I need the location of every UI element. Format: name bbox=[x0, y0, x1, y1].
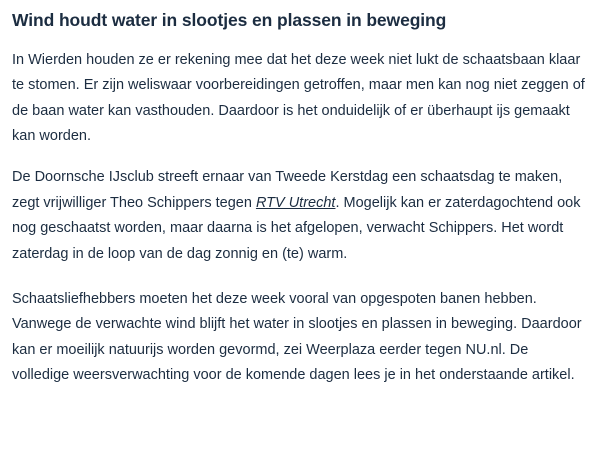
article-paragraph-2 bbox=[12, 165, 588, 267]
rtv-utrecht-link[interactable]: RTV Utrecht bbox=[255, 194, 336, 211]
paragraph-2-text-before-link: De Doornsche IJsclub streeft ernaar van Tweede Kerstdag een schaatsdag te maken, zegt vrijwilliger Theo Schippers tegen bbox=[12, 169, 563, 211]
paragraph-2-text-after-link: . Mogelijk kan er zaterdagochtend ook nog geschaatst worden, maar daarna is het afgelopen, verwacht Schippers. Het wordt zaterdag in de loop van de dag zonnig en (te) warm. bbox=[12, 194, 581, 262]
article-paragraph-3: Schaatsliefhebbers moeten het deze week vooral van opgespoten banen hebben. Vanwege de verwachte wind blijft het water in slootjes en plassen in beweging. Daardoor kan er moeilijk natuurijs worden gevormd, zei Weerplaza eerder tegen NU.nl. De volledige weersverwachting voor de komende dagen lees je in het onderstaande artikel. bbox=[12, 290, 582, 383]
page-title: Wind houdt water in slootjes en plassen in beweging bbox=[12, 10, 447, 30]
article-paragraph-1: In Wierden houden ze er rekening mee dat het deze week niet lukt de schaatsbaan klaar te stomen. Er zijn weliswaar voorbereidingen getroffen, maar men kan nog niet zeggen of de baan water kan vasthouden. Daardoor is het onduidelijk of er überhaupt ijs gemaakt kan worden. bbox=[12, 51, 585, 144]
